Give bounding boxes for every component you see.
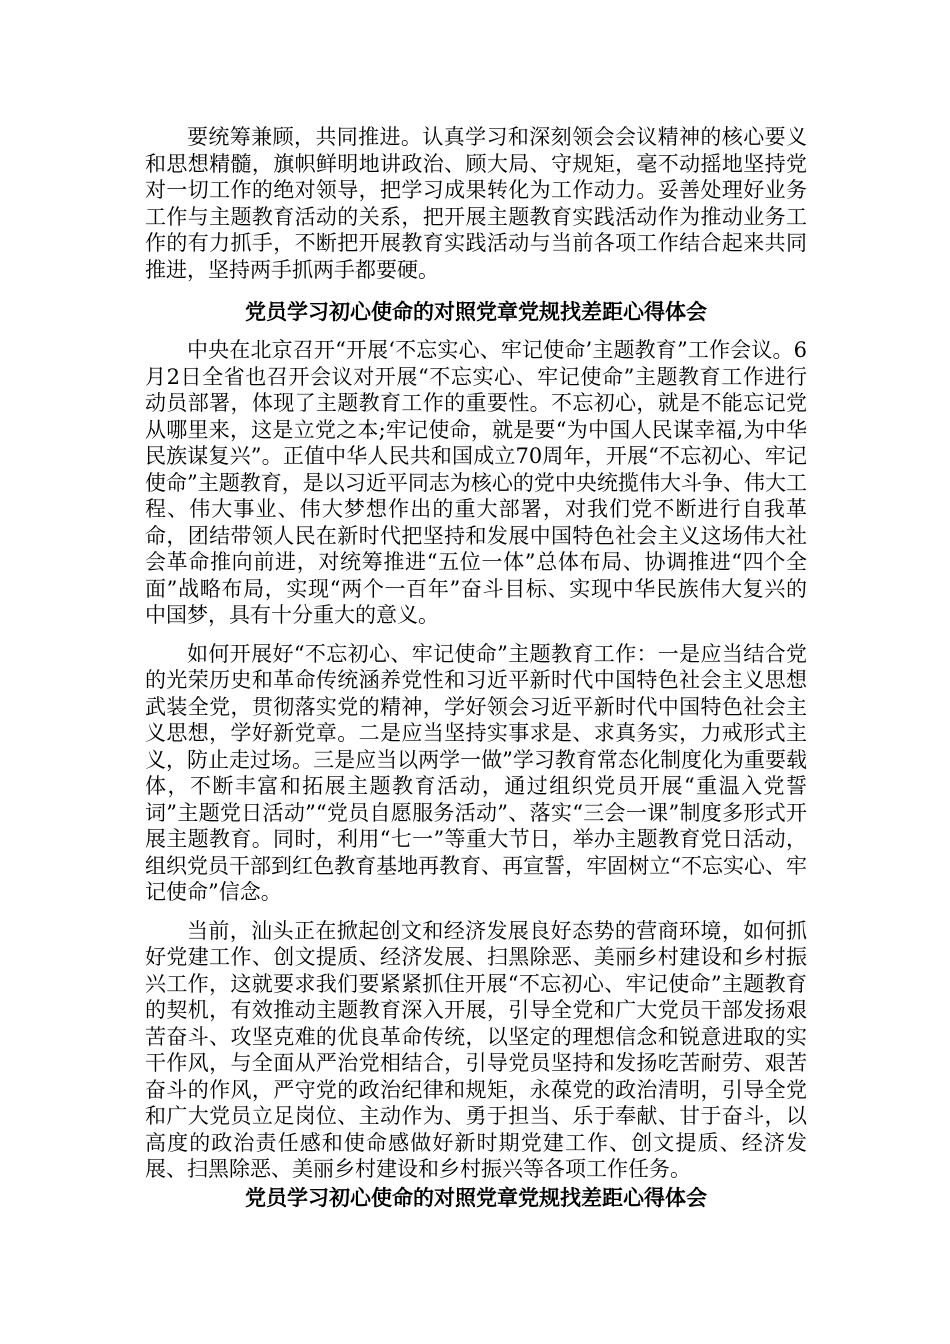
- body-paragraph-3: 当前，汕头正在掀起创文和经济发展良好态势的营商环境，如何抓好党建工作、创文提质、经济发展、扫黑除恶、美丽乡村建设和乡村振兴工作，这就要求我们要紧紧抓住开展“不忘初心、牢记使命”主题教育的契机，有效推动主题教育深入开展，引导全党和广大党员干部发扬艰苦奋斗、攻坚克难的优良革命传统，以坚定的理想信念和锐意进取的实干作风，与全面从严治党相结合，引导党员坚持和发扬吃苦耐劳、艰苦奋斗的作风，严守党的政治纪律和规矩，永葆党的政治清明，引导全党和广大党员立足岗位、主动作为、勇于担当、乐于奉献、甘于奋斗，以高度的政治责任感和使命感做好新时期党建工作、创文提质、经济发展、扫黑除恶、美丽乡村建设和乡村振兴等各项工作任务。: [145, 918, 807, 1181]
- intro-paragraph: 要统筹兼顾，共同推进。认真学习和深刻领会会议精神的核心要义和思想精髓，旗帜鲜明地讲政治、顾大局、守规矩，毫不动摇地坚持党对一切工作的绝对领导，把学习成果转化为工作动力。妥善处理好业务工作与主题教育活动的关系，把开展主题教育实践活动作为推动业务工作的有力抓手，不断把开展教育实践活动与当前各项工作结合起来共同推进，坚持两手抓两手都要硬。: [145, 125, 807, 282]
- section-heading: 党员学习初心使命的对照党章党规找差距心得体会: [245, 299, 707, 324]
- section-heading-repeat: 党员学习初心使命的对照党章党规找差距心得体会: [245, 1184, 707, 1210]
- body-paragraph-2: 如何开展好“不忘初心、牢记使命”主题教育工作：一是应当结合党的光荣历史和革命传统涵养党性和习近平新时代中国特色社会主义思想武装全党，贯彻落实党的精神，学好领会习近平新时代中国特色社会主义思想，学好新党章。二是应当坚持实事求是、求真务实，力戒形式主义，防止走过场。三是应当以两学一做”学习教育常态化制度化为重要载体，不断丰富和拓展主题教育活动，通过组织党员开展“重温入党誓词”主题党日活动”“党员自愿服务活动”、落实“三会一课”制度多形式开展主题教育。同时，利用“七一”等重大节日，举办主题教育党日活动，组织党员干部到红色教育基地再教育、再宣誓，牢固树立“不忘实心、牢记使命”信念。: [145, 641, 807, 904]
- body-paragraph-1: 中央在北京召开“开展‘不忘实心、牢记使命’主题教育”工作会议。6月2日全省也召开会议对开展“不忘实心、牢记使命”主题教育工作进行动员部署，体现了主题教育工作的重要性。不忘初心，就是不能忘记党从哪里来，这是立党之本;牢记使命，就是要“为中国人民谋幸福,为中华民族谋复兴”。正值中华人民共和国成立70周年，开展“不忘初心、牢记使命”主题教育，是以习近平同志为核心的党中央统揽伟大斗争、伟大工程、伟大事业、伟大梦想作出的重大部署，对我们党不断进行自我革命，团结带领人民在新时代把坚持和发展中国特色社会主义这场伟大社会革命推向前进，对统筹推进“五位一体”总体布局、协调推进“四个全面”战略布局，实现“两个一百年”奋斗目标、实现中华民族伟大复兴的中国梦，具有十分重大的意义。: [145, 338, 807, 627]
- document-page: [145, 124, 807, 1211]
